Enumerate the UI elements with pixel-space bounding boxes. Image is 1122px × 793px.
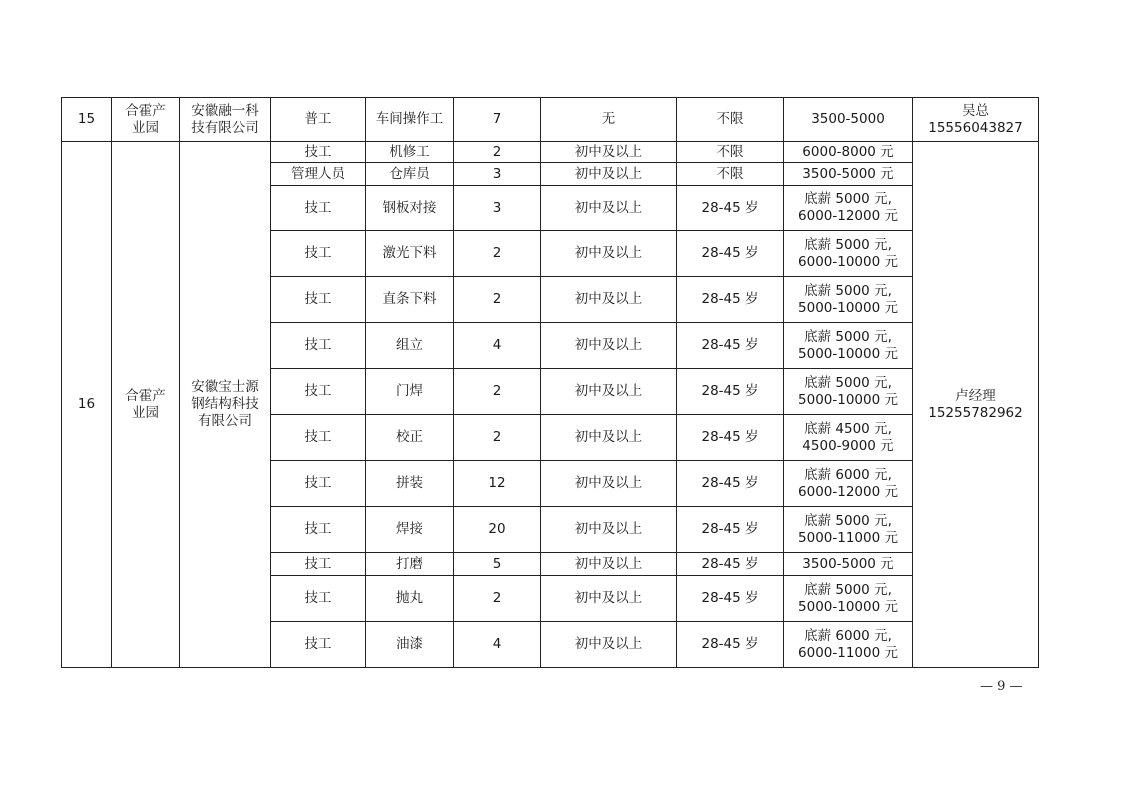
salary-cell-line: 5000-10000 元 — [798, 345, 898, 362]
salary-cell-line: 5000-10000 元 — [798, 391, 898, 408]
education-cell: 初中及以上 — [541, 277, 677, 323]
salary-cell — [784, 142, 913, 163]
position-cell: 拼装 — [366, 461, 454, 507]
position-cell: 焊接 — [366, 507, 454, 553]
job-category-cell: 技工 — [271, 622, 366, 668]
salary-cell — [784, 323, 913, 369]
headcount-cell: 4 — [454, 622, 541, 668]
headcount-cell: 4 — [454, 323, 541, 369]
job-category-cell: 技工 — [271, 186, 366, 231]
job-category-cell: 技工 — [271, 142, 366, 163]
salary-cell — [784, 415, 913, 461]
salary-cell-line: 底薪 4500 元, — [804, 420, 892, 437]
salary-cell — [784, 369, 913, 415]
salary-cell-line: 5000-11000 元 — [798, 529, 898, 546]
salary-cell-line: 3500-5000 元 — [802, 555, 894, 572]
contact-cell-line: 卢经理 — [955, 387, 996, 404]
company-name-cell — [180, 142, 271, 668]
industrial-park-cell — [112, 98, 180, 142]
education-cell: 初中及以上 — [541, 231, 677, 277]
position-cell: 组立 — [366, 323, 454, 369]
job-category-cell: 技工 — [271, 507, 366, 553]
salary-cell-line: 5000-10000 元 — [798, 598, 898, 615]
salary-cell-line: 底薪 6000 元, — [804, 627, 892, 644]
salary-cell — [784, 507, 913, 553]
job-category-cell: 技工 — [271, 231, 366, 277]
company-name-cell-line: 安徽融一科 — [191, 102, 259, 119]
industrial-park-cell-line: 业园 — [132, 119, 159, 136]
headcount-cell: 3 — [454, 186, 541, 231]
salary-cell-line: 底薪 5000 元, — [804, 581, 892, 598]
age-cell: 28-45 岁 — [677, 553, 784, 576]
education-cell: 初中及以上 — [541, 415, 677, 461]
education-cell: 初中及以上 — [541, 461, 677, 507]
headcount-cell: 12 — [454, 461, 541, 507]
age-cell: 28-45 岁 — [677, 622, 784, 668]
education-cell: 初中及以上 — [541, 186, 677, 231]
position-cell: 激光下料 — [366, 231, 454, 277]
serial-number-cell: 15 — [62, 98, 112, 142]
position-cell: 钢板对接 — [366, 186, 454, 231]
age-cell: 28-45 岁 — [677, 231, 784, 277]
age-cell: 28-45 岁 — [677, 415, 784, 461]
education-cell: 初中及以上 — [541, 507, 677, 553]
education-cell: 初中及以上 — [541, 576, 677, 622]
salary-cell-line: 底薪 5000 元, — [804, 236, 892, 253]
salary-cell-line: 底薪 5000 元, — [804, 282, 892, 299]
industrial-park-cell-line: 业园 — [132, 404, 159, 421]
salary-cell — [784, 553, 913, 576]
job-table — [61, 97, 1039, 668]
age-cell: 28-45 岁 — [677, 186, 784, 231]
serial-number-cell: 16 — [62, 142, 112, 668]
salary-cell-line: 底薪 5000 元, — [804, 191, 892, 207]
company-name-cell-line: 安徽宝士源 — [191, 379, 259, 395]
position-cell: 直条下料 — [366, 277, 454, 323]
salary-cell-line: 6000-12000 元 — [798, 208, 898, 224]
salary-cell-line: 底薪 5000 元, — [804, 512, 892, 529]
position-cell: 机修工 — [366, 142, 454, 163]
job-category-cell: 技工 — [271, 369, 366, 415]
education-cell: 初中及以上 — [541, 622, 677, 668]
position-cell: 油漆 — [366, 622, 454, 668]
job-category-cell: 技工 — [271, 277, 366, 323]
age-cell: 28-45 岁 — [677, 277, 784, 323]
salary-cell-line: 5000-10000 元 — [798, 299, 898, 316]
age-cell: 28-45 岁 — [677, 576, 784, 622]
salary-cell-line: 4500-9000 元 — [802, 437, 894, 454]
salary-cell-line: 6000-8000 元 — [802, 143, 894, 160]
contact-cell-line: 吴总 — [962, 102, 989, 119]
headcount-cell: 2 — [454, 142, 541, 163]
position-cell: 车间操作工 — [366, 98, 454, 142]
table-row — [62, 98, 1039, 142]
headcount-cell: 7 — [454, 98, 541, 142]
salary-cell — [784, 186, 913, 231]
salary-cell-line: 3500-5000 元 — [802, 165, 894, 182]
table-row — [62, 142, 1039, 163]
job-category-cell: 普工 — [271, 98, 366, 142]
headcount-cell: 2 — [454, 415, 541, 461]
salary-cell — [784, 576, 913, 622]
industrial-park-cell-line: 合霍产 — [125, 387, 166, 404]
contact-cell-line: 15556043827 — [928, 119, 1023, 136]
education-cell: 初中及以上 — [541, 163, 677, 186]
contact-cell-line: 15255782962 — [928, 404, 1023, 421]
contact-cell — [913, 98, 1039, 142]
position-cell: 校正 — [366, 415, 454, 461]
industrial-park-cell-line: 合霍产 — [125, 102, 166, 119]
job-category-cell: 技工 — [271, 553, 366, 576]
headcount-cell: 2 — [454, 277, 541, 323]
industrial-park-cell — [112, 142, 180, 668]
job-category-cell: 技工 — [271, 323, 366, 369]
age-cell: 不限 — [677, 98, 784, 142]
job-category-cell: 技工 — [271, 576, 366, 622]
education-cell: 初中及以上 — [541, 323, 677, 369]
headcount-cell: 20 — [454, 507, 541, 553]
salary-cell — [784, 163, 913, 186]
company-name-cell-line: 有限公司 — [198, 413, 252, 429]
job-category-cell: 技工 — [271, 461, 366, 507]
job-category-cell: 管理人员 — [271, 163, 366, 186]
education-cell: 初中及以上 — [541, 369, 677, 415]
salary-cell-line: 底薪 6000 元, — [804, 466, 892, 483]
headcount-cell: 2 — [454, 369, 541, 415]
headcount-cell: 2 — [454, 576, 541, 622]
salary-cell-line: 6000-10000 元 — [798, 253, 898, 270]
salary-cell-line: 6000-12000 元 — [798, 483, 898, 500]
headcount-cell: 5 — [454, 553, 541, 576]
headcount-cell: 2 — [454, 231, 541, 277]
company-name-cell-line: 钢结构科技 — [191, 396, 259, 412]
salary-cell-line: 6000-11000 元 — [798, 644, 898, 661]
position-cell: 仓库员 — [366, 163, 454, 186]
age-cell: 28-45 岁 — [677, 323, 784, 369]
company-name-cell — [180, 98, 271, 142]
salary-cell-line: 底薪 5000 元, — [804, 328, 892, 345]
salary-cell — [784, 231, 913, 277]
position-cell: 门焊 — [366, 369, 454, 415]
salary-cell — [784, 98, 913, 142]
position-cell: 抛丸 — [366, 576, 454, 622]
job-category-cell: 技工 — [271, 415, 366, 461]
position-cell: 打磨 — [366, 553, 454, 576]
age-cell: 28-45 岁 — [677, 369, 784, 415]
education-cell: 初中及以上 — [541, 142, 677, 163]
age-cell: 不限 — [677, 163, 784, 186]
age-cell: 28-45 岁 — [677, 507, 784, 553]
education-cell: 初中及以上 — [541, 553, 677, 576]
page-number: — 9 — — [980, 679, 1023, 694]
salary-cell — [784, 277, 913, 323]
age-cell: 不限 — [677, 142, 784, 163]
education-cell: 无 — [541, 98, 677, 142]
headcount-cell: 3 — [454, 163, 541, 186]
age-cell: 28-45 岁 — [677, 461, 784, 507]
contact-cell — [913, 142, 1039, 668]
company-name-cell-line: 技有限公司 — [191, 119, 259, 136]
salary-cell-line: 3500-5000 — [811, 111, 885, 127]
salary-cell — [784, 461, 913, 507]
salary-cell — [784, 622, 913, 668]
salary-cell-line: 底薪 5000 元, — [804, 374, 892, 391]
